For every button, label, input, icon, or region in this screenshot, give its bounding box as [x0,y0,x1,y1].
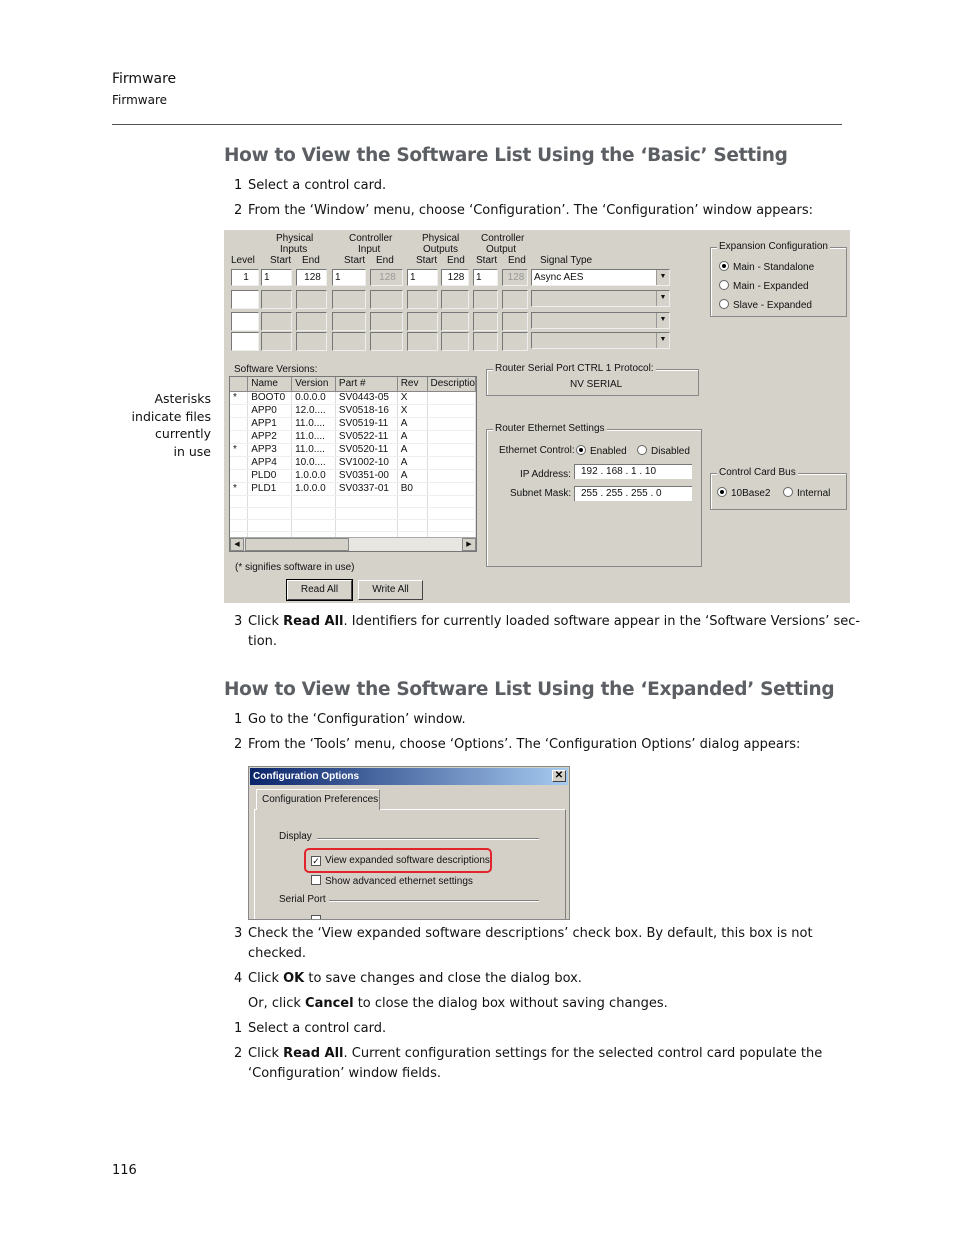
horizontal-scrollbar[interactable] [230,537,476,551]
chevron-right-icon[interactable]: ▶ [462,538,476,551]
step-2-expanded: 2 From the ‘Tools’ menu, choose ‘Options’. The ‘Configuration Options’ dialog appears: [234,737,801,752]
empty-cell [441,332,469,351]
radio-selected-icon [719,261,729,271]
empty-cell [296,332,327,351]
radio-icon [783,487,793,497]
step-3-continuation: checked. [248,946,306,961]
chevron-down-icon: ▼ [656,333,669,348]
asterisk-callout: Asterisks indicate files currently in use [131,391,211,459]
table-row[interactable]: * APP3 11.0.... SV0520-11 A [230,443,476,456]
table-row[interactable]: * BOOT0 0.0.0.0 SV0443-05 X [230,391,476,404]
step-2-read-all: 2 Click Read All. Current configuration settings for the selected control card populate the [234,1046,823,1061]
empty-cell [502,312,528,331]
column-header-description[interactable]: Descriptio [427,377,476,391]
configuration-window: Physical Inputs Controller Input Physical Outputs Controller Output Level Start End Start End Start End Start End Signal Type 1 1 128 1 128 1 128 1 128 Async AES ▼ ▼ ▼ ▼ Expansion Configuration Main - Standalone Main - Expanded Slave - Expanded Software Versions: Name Version Part # Rev Descriptio * BOOT0 0.0.0.0 SV0443-05 X APP0 12.0.... SV0518-16 X APP1 11.0.... SV0519-11 A APP2 11.0.... SV0522-11 A * APP3 11.0.... SV0520-11 A APP4 10.0.... SV1002-10 A PLD0 1.0.0.0 SV0351-00 A * PLD1 1.0.0.0 SV0337-01 B0 ◀ ▶ (* signifies software in use) Read All Write All Router Serial Port CTRL 1 Protocol: NV SERIAL Router Ethernet Settings Ethernet Control: Enabled Disabled IP Address: 192 . 168 . 1 . 10 Subnet Mask: 255 . 255 . 255 . 0 Control Card Bus 10Base2 Internal [224,230,850,603]
radio-slave-expanded[interactable]: Slave - Expanded [719,299,812,311]
chevron-left-icon[interactable]: ◀ [230,538,244,551]
level-cell[interactable]: 1 [231,269,259,286]
empty-cell[interactable] [231,312,259,331]
controller-input-end: 128 [370,269,403,286]
empty-cell [473,290,498,309]
show-advanced-ethernet-checkbox[interactable]: Show advanced ethernet settings [311,875,473,887]
controller-output-end: 128 [502,269,528,286]
section-title-expanded: How to View the Software List Using the ‘Expanded’ Setting [224,679,835,700]
physical-output-start[interactable]: 1 [407,269,438,286]
table-row[interactable]: APP1 11.0.... SV0519-11 A [230,417,476,430]
checkmark-icon: ✓ [312,856,320,866]
step-3-read-all: 3 Click Read All. Identifiers for currently loaded software appear in the ‘Software Versions’ sec- [234,614,861,629]
signal-type-select[interactable]: Async AES ▼ [531,269,670,286]
empty-cell [502,332,528,351]
empty-cell [296,290,327,309]
column-header-part[interactable]: Part # [335,377,397,391]
empty-cell [473,332,498,351]
signal-type-select-empty [531,332,670,349]
empty-cell [407,312,438,331]
software-footnote: (* signifies software in use) [235,562,355,573]
step-or-cancel: Or, click Cancel to close the dialog box without saving changes. [248,996,668,1011]
signal-type-select-empty [531,312,670,329]
software-versions-label: Software Versions: [234,364,318,375]
column-header-version[interactable]: Version [292,377,336,391]
software-versions-list[interactable] [229,376,477,552]
empty-cell [407,332,438,351]
physical-input-start[interactable]: 1 [261,269,292,286]
empty-cell [441,312,469,331]
empty-cell [261,332,292,351]
running-header-chapter: Firmware [112,71,177,87]
radio-10base2[interactable]: 10Base2 [717,487,770,499]
column-header-rev[interactable]: Rev [397,377,427,391]
empty-cell [261,312,292,331]
table-row[interactable]: APP2 11.0.... SV0522-11 A [230,430,476,443]
scrollbar-thumb[interactable] [245,538,349,551]
empty-cell [370,332,403,351]
physical-input-end[interactable]: 128 [296,269,327,286]
display-divider [317,838,539,840]
page-number: 116 [112,1163,137,1178]
step-4-ok: 4 Click OK to save changes and close the dialog box. [234,971,582,986]
subnet-mask-input[interactable]: 255 . 255 . 255 . 0 [574,486,692,501]
checkbox-icon [311,875,321,885]
empty-cell [370,290,403,309]
table-row[interactable]: * PLD1 1.0.0.0 SV0337-01 B0 [230,482,476,495]
configuration-options-dialog [248,766,570,920]
control-card-bus-group: Control Card Bus 10Base2 Internal [710,473,847,510]
radio-icon [637,445,647,455]
router-serial-group: Router Serial Port CTRL 1 Protocol: NV SERIAL [486,369,699,396]
display-section-label: Display [279,831,312,842]
step-1: 1 Select a control card. [234,178,387,193]
router-ethernet-group: Router Ethernet Settings Ethernet Control: Enabled Disabled IP Address: 192 . 168 . 1 . 10 Subnet Mask: 255 . 255 . 255 . 0 [486,429,702,567]
chevron-down-icon[interactable]: ▼ [656,270,669,285]
running-header-section: Firmware [112,93,167,107]
tab-configuration-preferences[interactable]: Configuration Preferences [256,789,380,810]
table-row[interactable]: APP0 12.0.... SV0518-16 X [230,404,476,417]
empty-cell [332,332,366,351]
section-title-basic: How to View the Software List Using the ‘Basic’ Setting [224,145,788,166]
serial-protocol-value: NV SERIAL [570,379,623,390]
empty-cell [332,312,366,331]
checkbox-icon [311,915,325,920]
ip-address-input[interactable]: 192 . 168 . 1 . 10 [574,464,692,479]
step-3-continuation: tion. [248,634,278,649]
table-row[interactable]: PLD0 1.0.0.0 SV0351-00 A [230,469,476,482]
table-row[interactable]: APP4 10.0.... SV1002-10 A [230,456,476,469]
physical-output-end[interactable]: 128 [441,269,469,286]
serial-port-section-label: Serial Port [279,894,326,905]
controller-input-start[interactable]: 1 [332,269,366,286]
read-all-button[interactable]: Read All [287,580,352,600]
view-expanded-checkbox[interactable]: ✓ View expanded software descriptions [312,855,490,866]
empty-cell [407,290,438,309]
radio-internal[interactable]: Internal [783,487,830,499]
radio-selected-icon [717,487,727,497]
chevron-down-icon: ▼ [656,291,669,306]
step-1-expanded: 1 Go to the ‘Configuration’ window. [234,712,466,727]
serial-port-divider [329,900,539,902]
column-header-name[interactable]: Name [248,377,292,391]
empty-cell [296,312,327,331]
header-rule [112,124,842,125]
empty-cell [473,312,498,331]
radio-ethernet-enabled[interactable]: Enabled [576,445,627,457]
empty-cell[interactable] [231,290,259,309]
empty-cell [441,290,469,309]
close-icon[interactable]: ✕ [552,770,566,782]
empty-cell [370,312,403,331]
empty-cell [261,290,292,309]
signal-type-select-empty [531,290,670,307]
radio-selected-icon [576,445,586,455]
radio-icon [719,299,729,309]
radio-main-standalone[interactable]: Main - Standalone [719,261,814,273]
empty-cell[interactable] [231,332,259,351]
empty-cell [332,290,366,309]
dialog-title: Configuration Options [250,768,568,785]
radio-ethernet-disabled[interactable]: Disabled [637,445,690,457]
chevron-down-icon: ▼ [656,313,669,328]
radio-icon [719,280,729,290]
expansion-configuration-group: Expansion Configuration Main - Standalone Main - Expanded Slave - Expanded [710,247,847,317]
radio-main-expanded[interactable]: Main - Expanded [719,280,809,292]
write-all-button[interactable]: Write All [358,580,423,600]
empty-cell [502,290,528,309]
controller-output-start[interactable]: 1 [473,269,498,286]
step-2-continuation: ‘Configuration’ window fields. [248,1066,441,1081]
step-2: 2 From the ‘Window’ menu, choose ‘Configuration’. The ‘Configuration’ window appears: [234,203,814,218]
step-1-select: 1 Select a control card. [234,1021,387,1036]
step-3-check: 3 Check the ‘View expanded software descriptions’ check box. By default, this box is not [234,926,813,941]
